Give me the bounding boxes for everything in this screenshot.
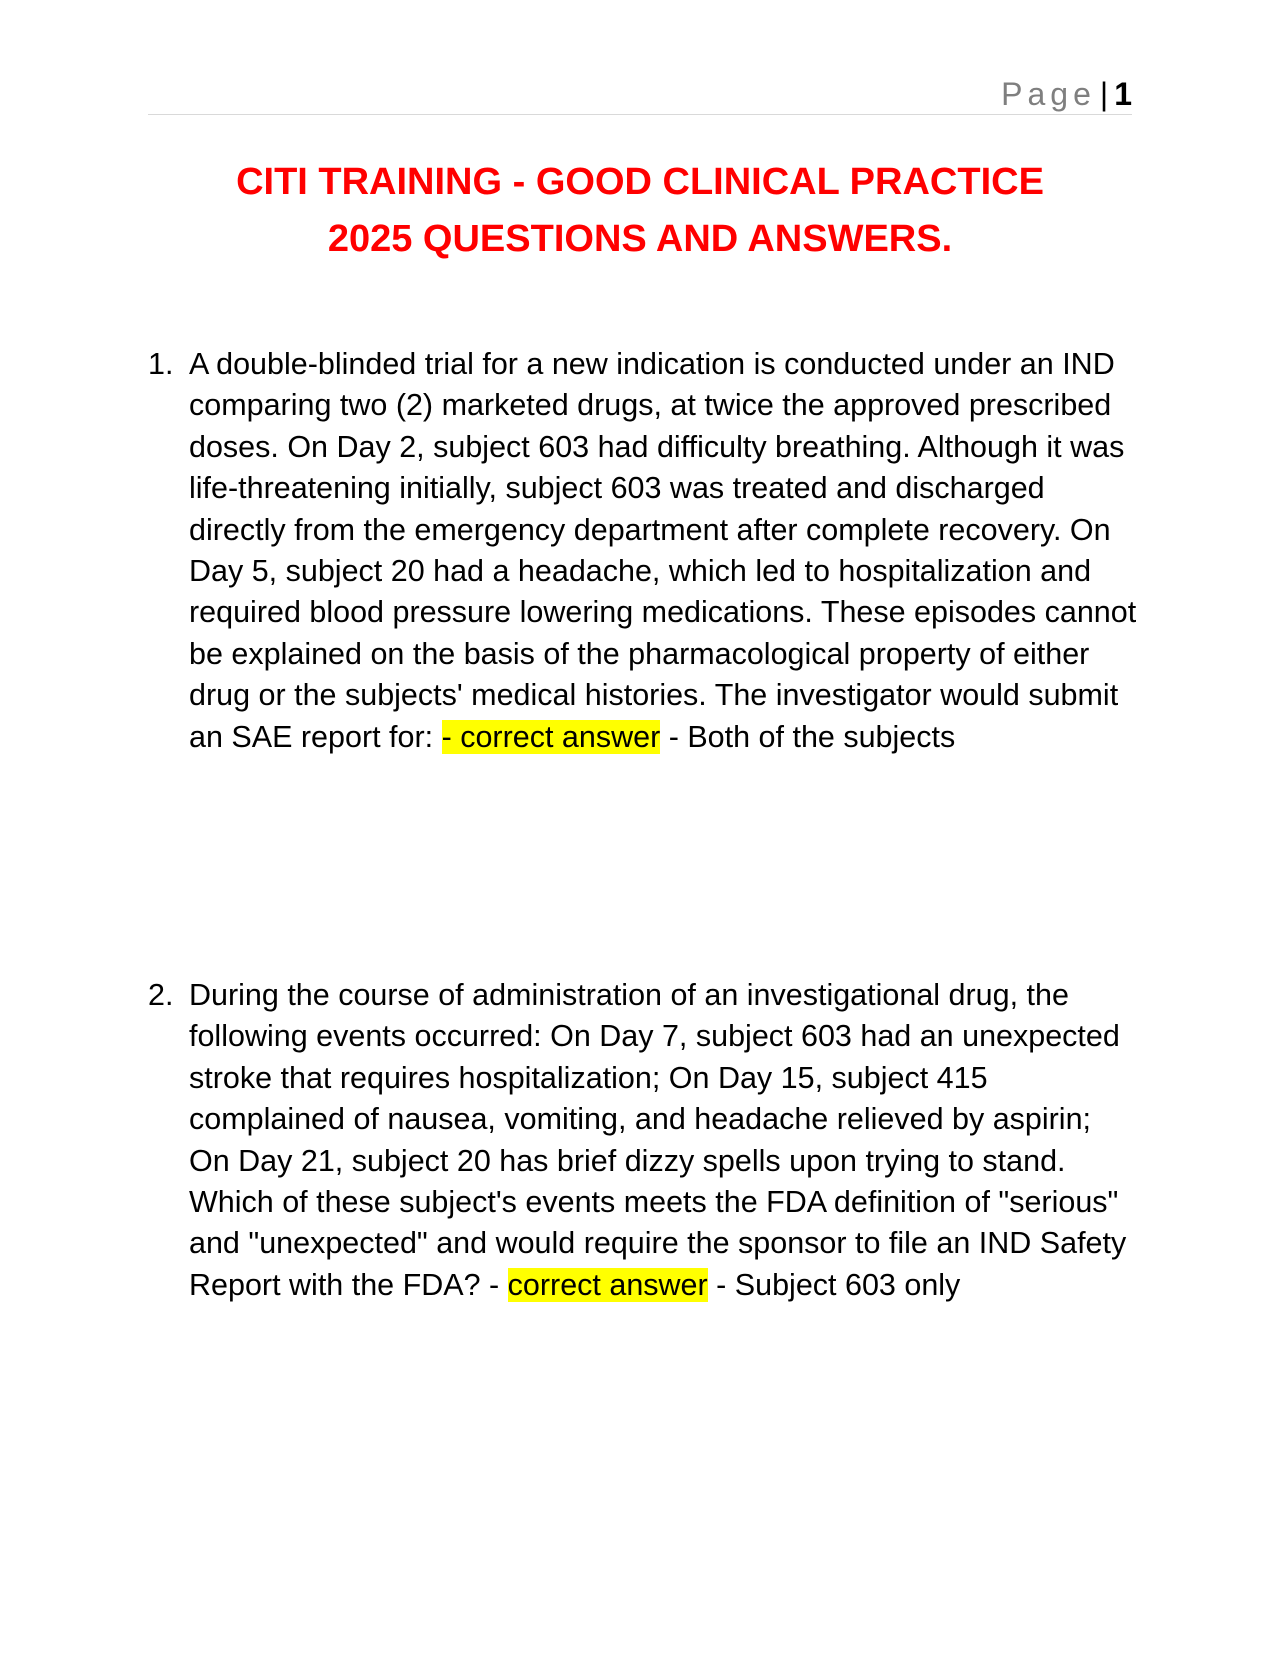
question-text: A double-blinded trial for a new indication is conducted under an IND comparing two (2) marketed drugs, at twice the approved prescribed doses. On Day 2, subject 603 had difficulty breathing. Although it was life-threatening initially, subject 603 was treated and discharged directly from the emergency department after complete recovery. On Day 5, subject 20 had a headache, which led to hospitalization and required blood pressure lowering medications. These episodes cannot be explained on the basis of the pharmacological property of either drug or the subjects' medical histories. The investigator would submit an SAE report for: xyxy=(189,347,1137,754)
question-body xyxy=(189,975,1138,1306)
title-line-1: CITI TRAINING - GOOD CLINICAL PRACTICE xyxy=(236,161,1044,203)
question-text: During the course of administration of an investigational drug, the following events occurred: On Day 7, subject 603 had an unexpected stroke that requires hospitalization; On Day 15, subject 415 complained of nausea, vomiting, and headache relieved by aspirin; On Day 21, subject 20 has brief dizzy spells upon trying to stand. Which of these subject's events meets the FDA definition of "serious" and "unexpected" and would require the sponsor to file an IND Safety Report with the FDA? - xyxy=(189,978,1127,1302)
answer-marker: correct answer xyxy=(507,1267,708,1302)
answer-text: - Subject 603 only xyxy=(707,1267,961,1302)
page-separator: | xyxy=(1099,76,1109,112)
answer-text: - Both of the subjects xyxy=(660,719,956,754)
question-item-1 xyxy=(148,344,1138,758)
page-number: 1 xyxy=(1114,76,1132,112)
question-item-2 xyxy=(148,975,1138,1306)
page-header xyxy=(148,74,1132,115)
page-word: Page xyxy=(1001,76,1096,112)
answer-marker: - correct answer xyxy=(441,719,661,754)
question-number: 2. xyxy=(148,978,174,1012)
question-number: 1. xyxy=(148,347,174,381)
question-body xyxy=(189,344,1138,758)
page-number-label xyxy=(1001,74,1132,114)
title-line-2: 2025 QUESTIONS AND ANSWERS. xyxy=(327,218,953,260)
document-title xyxy=(148,154,1132,268)
